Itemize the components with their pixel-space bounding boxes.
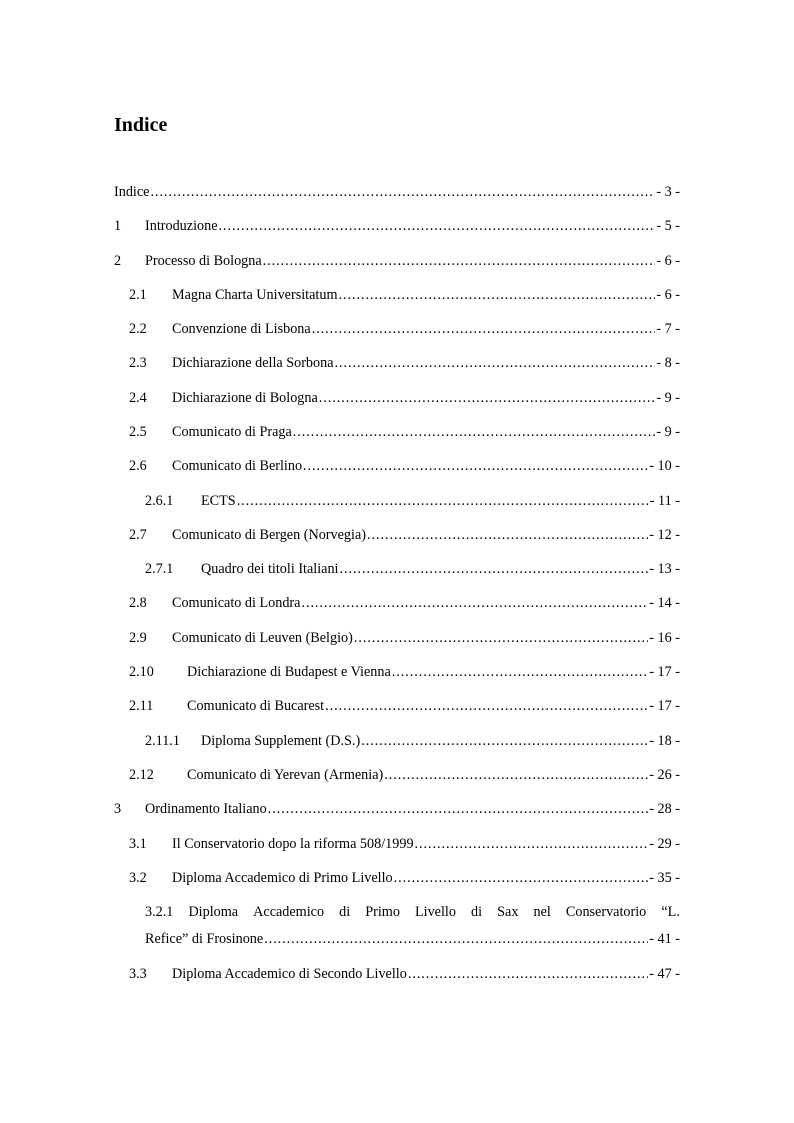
- toc-entry-title: Refice” di Frosinone: [145, 931, 264, 947]
- toc-entry-number: 3: [114, 801, 122, 817]
- toc-entry-word: Accademico: [253, 904, 325, 920]
- toc-entry[interactable]: [129, 593, 680, 613]
- toc-entry-word: Diploma: [188, 904, 239, 920]
- toc-entry-word: Primo: [365, 904, 400, 920]
- toc-entry-page: - 6 -: [656, 287, 680, 303]
- toc-leader: [415, 834, 649, 854]
- toc-entry-page: - 8 -: [656, 355, 680, 371]
- toc-leader: [335, 353, 656, 373]
- toc-entry-title: Comunicato di Berlino: [172, 458, 303, 474]
- toc-entry-page: - 5 -: [656, 218, 680, 234]
- toc-leader: [293, 422, 656, 442]
- toc-entry[interactable]: [145, 491, 680, 511]
- toc-leader: [392, 662, 649, 682]
- toc-entry-page: - 13 -: [649, 561, 680, 577]
- toc-entry[interactable]: [129, 765, 680, 785]
- toc-entry[interactable]: [145, 559, 680, 579]
- toc-entry-number: 2.7.1: [145, 561, 174, 577]
- toc-entry-word: Sax: [497, 904, 519, 920]
- toc-entry[interactable]: [145, 899, 680, 953]
- toc-entry-number: 2.9: [129, 630, 147, 646]
- toc-entry[interactable]: [129, 662, 680, 682]
- toc-entry-word: “L.: [661, 904, 680, 920]
- toc-entry-word: Conservatorio: [565, 904, 647, 920]
- toc-leader: [361, 731, 648, 751]
- toc-entry-title: Diploma Supplement (D.S.): [201, 733, 361, 749]
- toc-entry-number: 2.8: [129, 595, 147, 611]
- toc-entry-title: Comunicato di Bucarest: [187, 698, 325, 714]
- toc-leader: [408, 964, 648, 984]
- toc-entry-number: 2: [114, 253, 122, 269]
- page-title: Indice: [114, 114, 168, 136]
- toc-entry-title: Processo di Bologna: [145, 253, 262, 269]
- toc-entry-number: 2.10: [129, 664, 154, 680]
- toc-entry[interactable]: [129, 353, 680, 373]
- toc-entry-page: - 14 -: [649, 595, 680, 611]
- toc-entry-number: 2.5: [129, 424, 147, 440]
- toc-leader: [219, 216, 656, 236]
- toc-entry[interactable]: [114, 799, 680, 819]
- toc-entry[interactable]: [114, 216, 680, 236]
- toc-entry-title: ECTS: [201, 493, 236, 509]
- toc-entry-line: [145, 926, 680, 953]
- toc-entry-title: Indice: [114, 184, 150, 200]
- toc-leader: [150, 182, 655, 202]
- toc-entry[interactable]: [129, 456, 680, 476]
- toc-entry-page: - 29 -: [649, 836, 680, 852]
- toc-entry-number: 2.11: [129, 698, 154, 714]
- toc-entry-number: 2.6.1: [145, 493, 174, 509]
- toc-entry-page: - 17 -: [649, 664, 680, 680]
- toc-leader: [312, 319, 656, 339]
- toc-entry-page: - 10 -: [649, 458, 680, 474]
- toc-entry-number: 3.1: [129, 836, 147, 852]
- toc-entry-word: Livello: [414, 904, 456, 920]
- toc-entry-title: Comunicato di Leuven (Belgio): [172, 630, 353, 646]
- toc-entry-number: 3.2: [129, 870, 147, 886]
- toc-entry-title: Introduzione: [145, 218, 218, 234]
- toc-entry[interactable]: [114, 251, 680, 271]
- toc-entry-page: - 9 -: [656, 390, 680, 406]
- toc-entry-title: Dichiarazione di Budapest e Vienna: [187, 664, 391, 680]
- toc-entry-title: Comunicato di Yerevan (Armenia): [187, 767, 384, 783]
- toc-entry-number: 2.12: [129, 767, 154, 783]
- toc-entry-title: Diploma Accademico di Primo Livello: [172, 870, 393, 886]
- toc-entry-page: - 3 -: [656, 184, 680, 200]
- toc-entry-word: di: [471, 904, 483, 920]
- toc-entry[interactable]: [145, 731, 680, 751]
- toc-entry-page: - 35 -: [649, 870, 680, 886]
- toc-entry[interactable]: [129, 525, 680, 545]
- toc-entry[interactable]: [129, 388, 680, 408]
- toc-entry-number: 2.7: [129, 527, 147, 543]
- toc-entry[interactable]: [129, 422, 680, 442]
- toc-entry-title: Magna Charta Universitatum: [172, 287, 338, 303]
- toc-entry[interactable]: [129, 868, 680, 888]
- toc-entry-number: 2.6: [129, 458, 147, 474]
- toc-leader: [325, 696, 648, 716]
- toc-entry-number: 3.3: [129, 966, 147, 982]
- toc-entry[interactable]: [114, 182, 680, 202]
- toc-entry-page: - 6 -: [656, 253, 680, 269]
- toc-entry-number: 3.2.1: [145, 904, 174, 920]
- toc-leader: [268, 799, 649, 819]
- toc-leader: [384, 765, 648, 785]
- toc-leader: [263, 251, 656, 271]
- toc-leader: [338, 285, 655, 305]
- toc-leader: [319, 388, 656, 408]
- toc-entry[interactable]: [129, 834, 680, 854]
- toc-leader: [303, 456, 648, 476]
- toc-entry-title: Il Conservatorio dopo la riforma 508/1999: [172, 836, 414, 852]
- toc-leader: [301, 593, 648, 613]
- toc-entry-page: - 9 -: [656, 424, 680, 440]
- toc-entry-title: Ordinamento Italiano: [145, 801, 267, 817]
- toc-entry-page: - 26 -: [649, 767, 680, 783]
- toc-entry-word: di: [339, 904, 351, 920]
- toc-leader: [354, 628, 648, 648]
- toc-entry-title: Comunicato di Londra: [172, 595, 301, 611]
- toc-entry-page: - 47 -: [649, 966, 680, 982]
- toc-leader: [394, 868, 649, 888]
- toc-entry[interactable]: [129, 964, 680, 984]
- toc-entry-number: 2.4: [129, 390, 147, 406]
- toc-entry-title: Dichiarazione della Sorbona: [172, 355, 334, 371]
- toc-entry-title: Comunicato di Bergen (Norvegia): [172, 527, 366, 543]
- toc-entry-title: Diploma Accademico di Secondo Livello: [172, 966, 407, 982]
- toc-entry-title: Quadro dei titoli Italiani: [201, 561, 339, 577]
- toc-entry-title: Comunicato di Praga: [172, 424, 292, 440]
- toc-entry-title: Dichiarazione di Bologna: [172, 390, 318, 406]
- toc-leader: [237, 491, 649, 511]
- toc-entry-number: 2.3: [129, 355, 147, 371]
- toc-entry[interactable]: [129, 285, 680, 305]
- toc-entry-number: 1: [114, 218, 122, 234]
- toc-entry-page: - 28 -: [649, 801, 680, 817]
- toc-entry[interactable]: [129, 319, 680, 339]
- toc-entry-page: - 18 -: [649, 733, 680, 749]
- toc-entry-line: [145, 899, 680, 926]
- toc-entry-page: - 41 -: [649, 931, 680, 947]
- toc-entry-page: - 12 -: [649, 527, 680, 543]
- toc-leader: [264, 926, 648, 953]
- toc-entry-number: 2.1: [129, 287, 147, 303]
- toc-entry-word: nel: [533, 904, 551, 920]
- toc-entry-page: - 7 -: [656, 321, 680, 337]
- toc-entry-number: 2.2: [129, 321, 147, 337]
- toc-leader: [367, 525, 648, 545]
- toc-leader: [340, 559, 649, 579]
- toc-entry-page: - 17 -: [649, 698, 680, 714]
- toc-entry[interactable]: [129, 628, 680, 648]
- toc-entry-title: Convenzione di Lisbona: [172, 321, 311, 337]
- toc-entry[interactable]: [129, 696, 680, 716]
- toc-entry-number: 2.11.1: [145, 733, 180, 749]
- toc-entry-page: - 11 -: [649, 493, 680, 509]
- toc-entry-page: - 16 -: [649, 630, 680, 646]
